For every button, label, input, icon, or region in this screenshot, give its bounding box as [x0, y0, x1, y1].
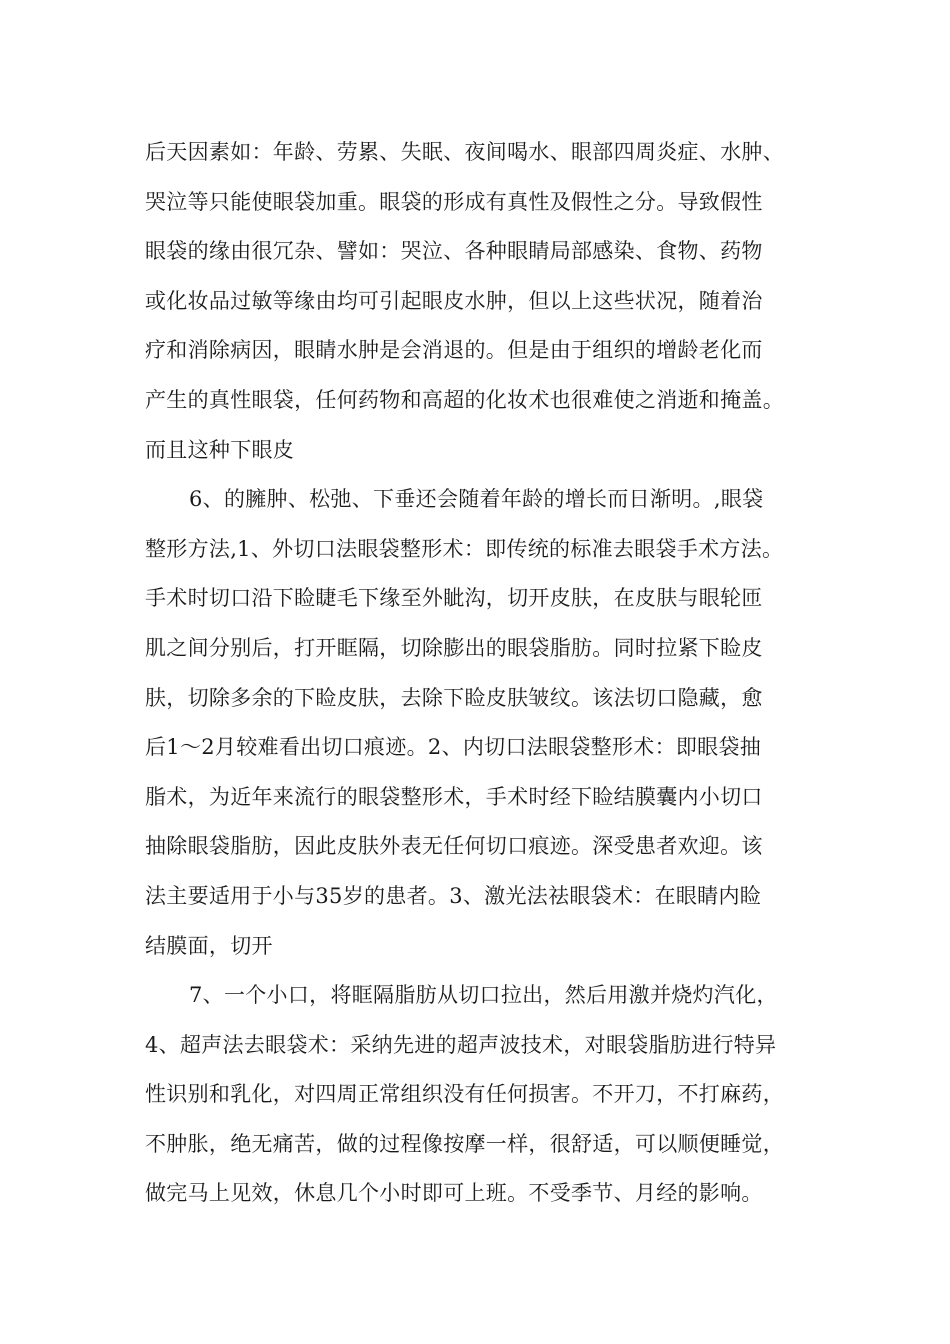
text-line: 4、超声法去眼袋术：采纳先进的超声波技术，对眼袋脂肪进行特异 [145, 1032, 777, 1057]
text-line: 手术时切口沿下睑睫毛下缘至外眦沟，切开皮肤，在皮肤与眼轮匝 [145, 586, 763, 611]
text-line: 不肿胀，绝无痛苦，做的过程像按摩一样，很舒适，可以顺便睡觉， [145, 1131, 784, 1156]
text-line: 6、的臃肿、松弛、下垂还会随着年龄的增长而日渐明。,眼袋 [189, 487, 764, 512]
text-line: 7、一个小口，将眶隔脂肪从切口拉出，然后用激并烧灼汽化， [189, 983, 778, 1008]
text-line: 性识别和乳化，对四周正常组织没有任何损害。不开刀，不打麻药， [145, 1082, 784, 1107]
text-line: 疗和消除病因，眼睛水肿是会消退的。但是由于组织的增龄老化而 [145, 338, 763, 363]
text-line: 产生的真性眼袋，任何药物和高超的化妆术也很难使之消逝和掩盖。 [145, 387, 784, 412]
document-body [145, 131, 835, 1222]
text-line: 脂术，为近年来流行的眼袋整形术，手术时经下睑结膜囊内小切口 [145, 784, 763, 809]
text-line: 做完马上见效，休息几个小时即可上班。不受季节、月经的影响。 [145, 1181, 763, 1206]
text-line: 肤，切除多余的下睑皮肤，去除下睑皮肤皱纹。该法切口隐藏，愈 [145, 685, 763, 710]
text-line: 整形方法,1、外切口法眼袋整形术：即传统的标准去眼袋手术方法。 [145, 536, 784, 561]
text-line: 眼袋的缘由很冗杂、譬如：哭泣、各种眼睛局部感染、食物、药物 [145, 239, 763, 264]
text-line: 法主要适用于小与35岁的患者。3、激光法祛眼袋术：在眼睛内睑 [145, 883, 762, 908]
text-line: 后1～2月较难看出切口痕迹。2、内切口法眼袋整形术：即眼袋抽 [145, 735, 762, 760]
text-line: 或化妆品过敏等缘由均可引起眼皮水肿，但以上这些状况，随着治 [145, 288, 763, 313]
text-line: 肌之间分别后，打开眶隔，切除膨出的眼袋脂肪。同时拉紧下睑皮 [145, 635, 763, 660]
text-line: 结膜面，切开 [145, 933, 273, 958]
text-line: 而且这种下眼皮 [145, 437, 295, 462]
text-line: 抽除眼袋脂肪，因此皮肤外表无任何切口痕迹。深受患者欢迎。该 [145, 834, 763, 859]
text-line: 哭泣等只能使眼袋加重。眼袋的形成有真性及假性之分。导致假性 [145, 189, 763, 214]
text-line: 后天因素如：年龄、劳累、失眠、夜间喝水、眼部四周炎症、水肿、 [145, 140, 784, 164]
